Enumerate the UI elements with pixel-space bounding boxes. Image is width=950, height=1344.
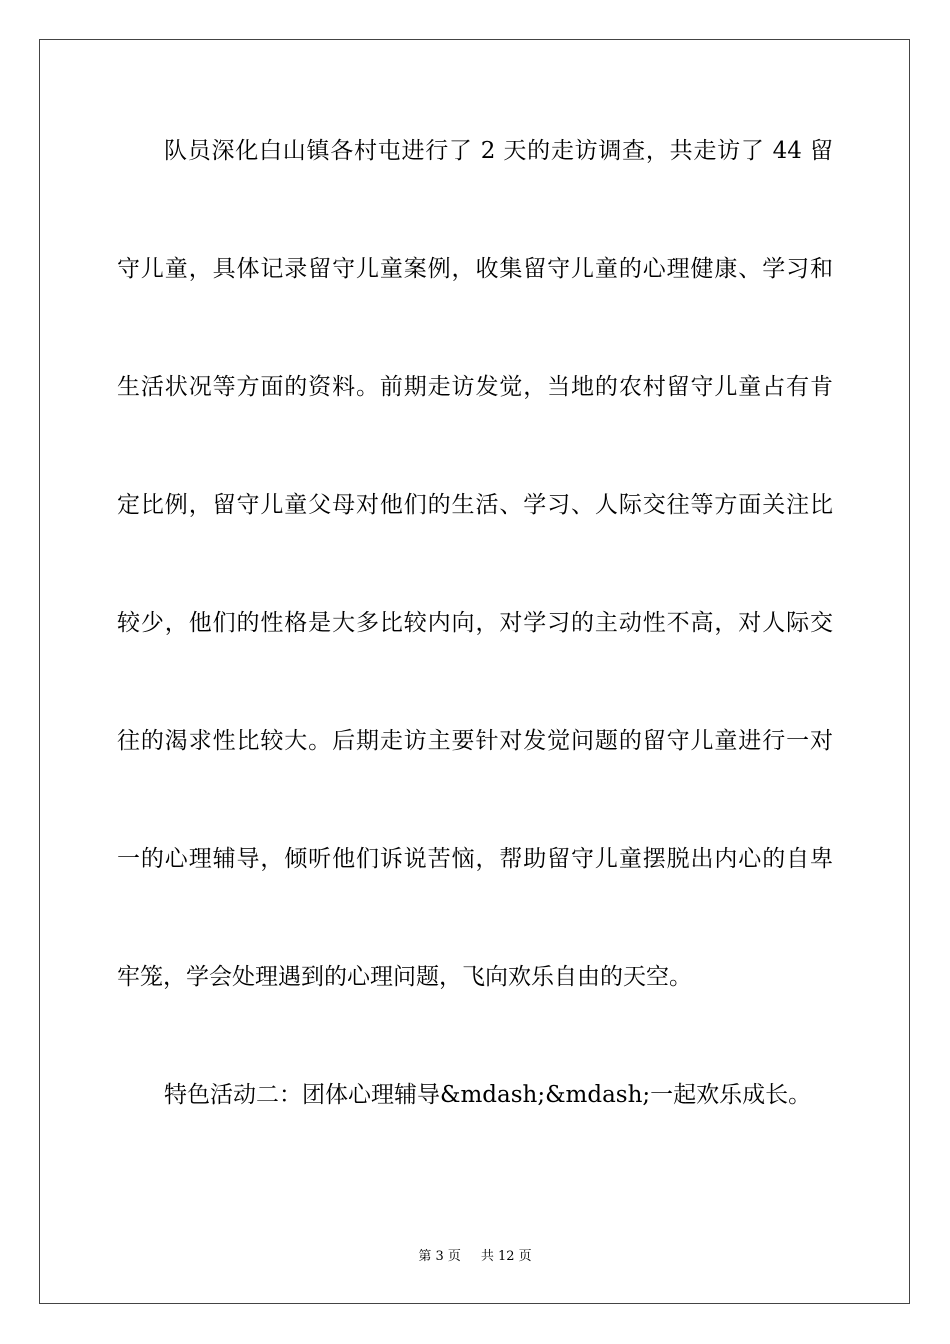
- paragraph-1-line-7: 一的心理辅导，倾听他们诉说苦恼，帮助留守儿童摆脱出内心的自卑: [117, 846, 833, 872]
- page-total: 共 12 页: [480, 1249, 532, 1264]
- paragraph-1-line-3: 生活状况等方面的资料。前期走访发觉，当地的农村留守儿童占有肯: [117, 374, 833, 400]
- paragraph-1-line-1: 队员深化白山镇各村屯进行了 2 天的走访调查，共走访了 44 留: [164, 138, 833, 164]
- page-frame: [39, 39, 910, 1304]
- paragraph-1-line-5: 较少，他们的性格是大多比较内向，对学习的主动性不高，对人际交: [117, 610, 833, 636]
- paragraph-1-line-2: 守儿童，具体记录留守儿童案例，收集留守儿童的心理健康、学习和: [117, 256, 833, 282]
- paragraph-2-line-1: 特色活动二：团体心理辅导&mdash;&mdash;一起欢乐成长。: [164, 1082, 812, 1108]
- page-number: 第 3 页: [418, 1249, 461, 1264]
- paragraph-1-line-6: 往的渴求性比较大。后期走访主要针对发觉问题的留守儿童进行一对: [117, 728, 833, 754]
- page-footer: [0, 1248, 950, 1266]
- paragraph-1-line-8: 牢笼，学会处理遇到的心理问题，飞向欢乐自由的天空。: [117, 964, 692, 990]
- paragraph-1-line-4: 定比例，留守儿童父母对他们的生活、学习、人际交往等方面关注比: [117, 492, 833, 518]
